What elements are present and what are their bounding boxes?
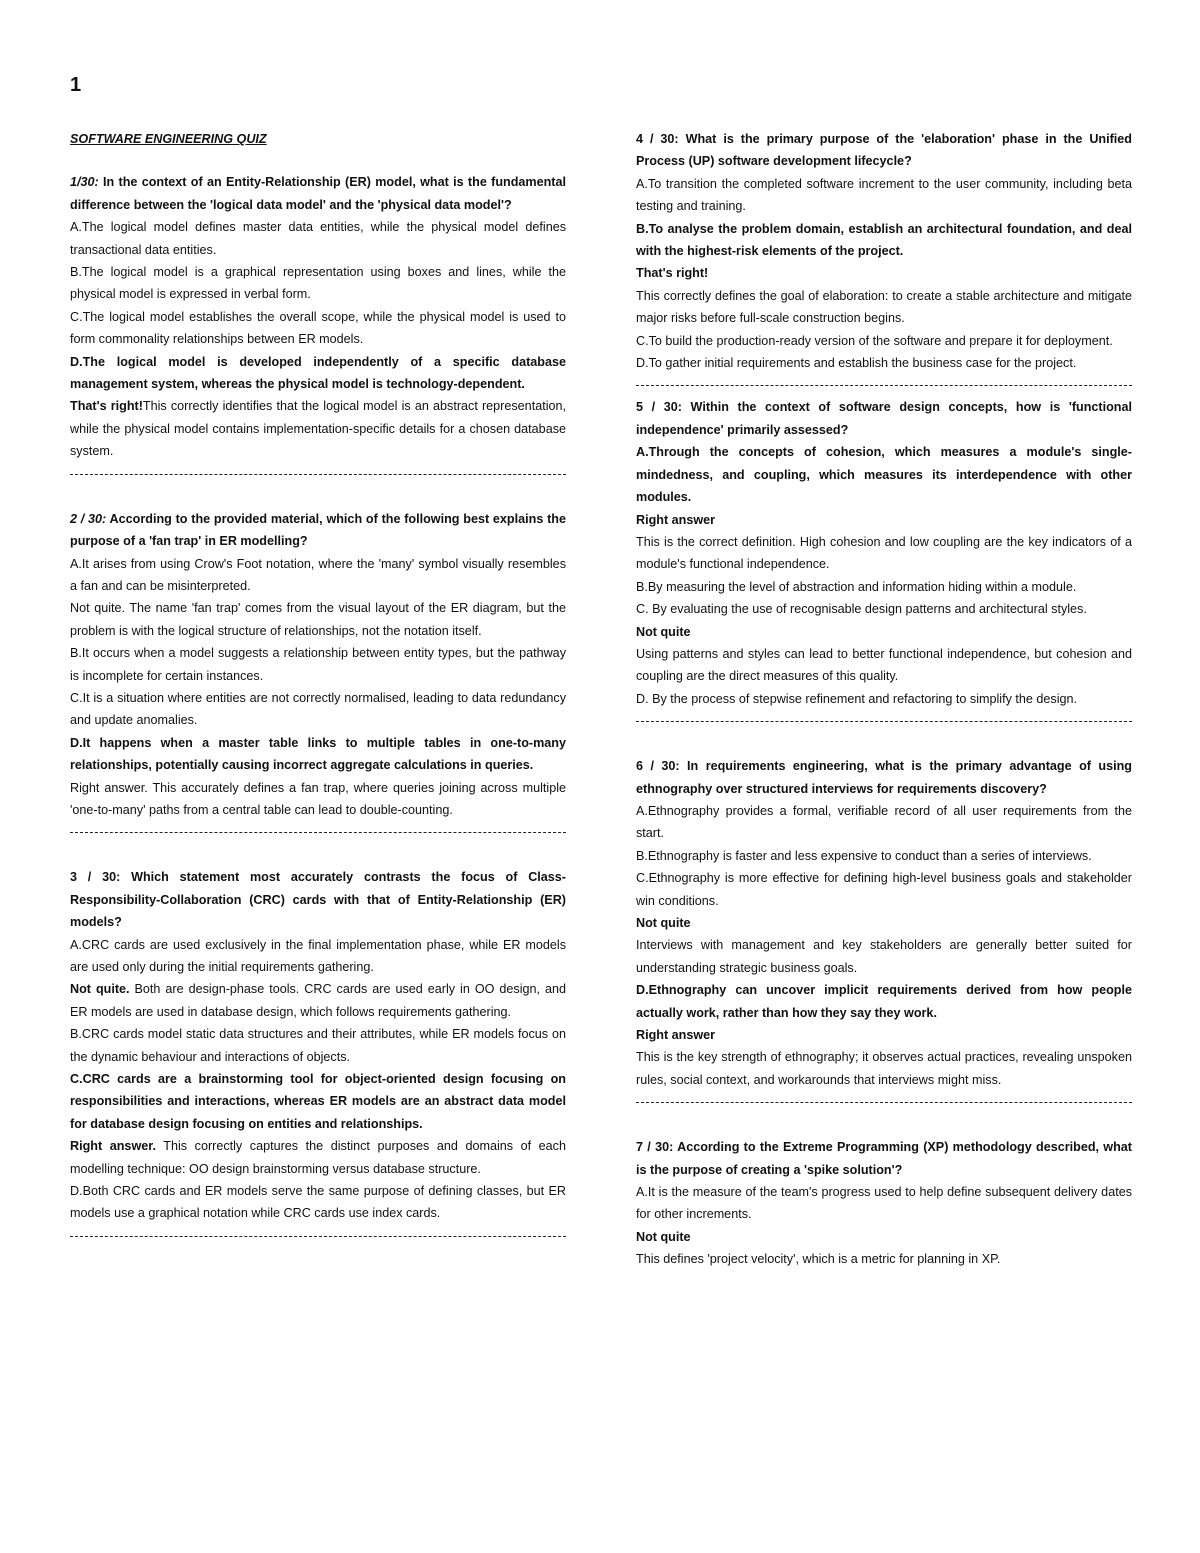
- quiz-question: [70, 171, 566, 474]
- paragraph-text: A.The logical model defines master data entities, while the physical model defines transactional data entities.: [70, 220, 566, 257]
- answer-paragraph: [70, 553, 566, 598]
- paragraph-text: 6 / 30: In requirements engineering, what is the primary advantage of using ethnography over structured interviews for requirements discovery?: [636, 759, 1132, 796]
- answer-paragraph: [636, 1248, 1132, 1270]
- quiz-question: [70, 866, 566, 1237]
- paragraph-text: That's right!: [636, 266, 709, 281]
- quiz-question: [636, 128, 1132, 386]
- answer-paragraph: [636, 1226, 1132, 1248]
- answer-paragraph: [70, 934, 566, 979]
- answer-paragraph: [636, 509, 1132, 531]
- question-text: [70, 866, 566, 933]
- paragraph-text: According to the provided material, which of the following best explains the purpose of a 'fan trap' in ER modelling?: [70, 511, 566, 549]
- paragraph-text: D.To gather initial requirements and establish the business case for the project.: [636, 356, 1077, 371]
- answer-paragraph: [70, 1068, 566, 1135]
- paragraph-text: A.To transition the completed software increment to the user community, including beta testing and training.: [636, 176, 1132, 214]
- paragraph-text: 7 / 30: According to the Extreme Programming (XP) methodology described, what is the purpose of creating a 'spike solution'?: [636, 1140, 1132, 1177]
- paragraph-text: This correctly identifies that the logical model is an abstract representation, while the physical model contains implementation-specific details for a chosen database system.: [70, 399, 566, 459]
- paragraph-text: A.It is the measure of the team's progress used to help define subsequent delivery dates for other increments.: [636, 1185, 1132, 1222]
- answer-paragraph: [636, 979, 1132, 1024]
- answer-paragraph: [70, 732, 566, 777]
- answer-paragraph: [70, 642, 566, 687]
- quiz-question: [70, 508, 566, 834]
- answer-paragraph: [636, 441, 1132, 508]
- dashed-divider: [636, 1091, 1132, 1103]
- answer-paragraph: [636, 688, 1132, 710]
- paragraph-text: This correctly captures the distinct purposes and domains of each modelling technique: OO design brainstorming versus database structure.: [70, 1139, 566, 1176]
- answer-paragraph: [636, 576, 1132, 598]
- paragraph-text: B.By measuring the level of abstraction and information hiding within a module.: [636, 579, 1077, 594]
- answer-paragraph: [636, 218, 1132, 263]
- answer-paragraph: [636, 934, 1132, 979]
- paragraph-text: 3 / 30: Which statement most accurately contrasts the focus of Class-Responsibility-Collaboration (CRC) cards with that of Entity-Relationship (ER) models?: [70, 870, 566, 930]
- paragraph-text: Not quite: [636, 624, 691, 639]
- paragraph-text: Interviews with management and key stakeholders are generally better suited for understanding strategic business goals.: [636, 938, 1132, 975]
- paragraph-label: That's right!: [70, 399, 143, 414]
- dashed-divider: [70, 463, 566, 475]
- paragraph-text: Using patterns and styles can lead to better functional independence, but cohesion and coupling are the direct measures of this quality.: [636, 646, 1132, 684]
- answer-paragraph: [636, 1024, 1132, 1046]
- paragraph-text: 4 / 30: What is the primary purpose of the 'elaboration' phase in the Unified Process (UP) software development lifecycle?: [636, 132, 1132, 169]
- paragraph-text: A.Ethnography provides a formal, verifiable record of all user requirements from the start.: [636, 803, 1132, 841]
- answer-paragraph: [636, 352, 1132, 374]
- left-column: [70, 128, 566, 1270]
- answer-paragraph: [636, 531, 1132, 576]
- paragraph-text: Not quite: [636, 1229, 691, 1244]
- paragraph-text: This defines 'project velocity', which is a metric for planning in XP.: [636, 1252, 1001, 1267]
- answer-paragraph: [636, 262, 1132, 284]
- paragraph-text: 5 / 30: Within the context of software design concepts, how is 'functional independence' primarily assessed?: [636, 400, 1132, 437]
- paragraph-text: C.To build the production-ready version of the software and prepare it for deployment.: [636, 333, 1113, 348]
- answer-paragraph: [70, 1023, 566, 1068]
- answer-paragraph: [70, 1135, 566, 1180]
- paragraph-text: D. By the process of stepwise refinement and refactoring to simplify the design.: [636, 691, 1077, 706]
- answer-paragraph: [70, 261, 566, 306]
- answer-paragraph: [636, 598, 1132, 620]
- paragraph-text: D.It happens when a master table links to multiple tables in one-to-many relationships, potentially causing incorrect aggregate calculations in queries.: [70, 735, 566, 773]
- right-column: [636, 128, 1132, 1304]
- paragraph-text: A.Through the concepts of cohesion, which measures a module's single-mindedness, and coupling, which measures its interdependence with other modules.: [636, 445, 1132, 505]
- paragraph-label: Right answer.: [70, 1139, 156, 1154]
- answer-paragraph: [636, 330, 1132, 352]
- answer-paragraph: [636, 1046, 1132, 1091]
- answer-paragraph: [70, 1180, 566, 1225]
- quiz-question: [636, 396, 1132, 722]
- paragraph-text: Right answer: [636, 1028, 716, 1043]
- paragraph-text: A.It arises from using Crow's Foot notation, where the 'many' symbol visually resembles a fan and can be misinterpreted.: [70, 556, 566, 593]
- paragraph-text: Right answer: [636, 512, 716, 527]
- paragraph-text: B.CRC cards model static data structures and their attributes, while ER models focus on the dynamic behaviour and interactions of objects.: [70, 1027, 566, 1064]
- page-number: 1: [70, 74, 82, 96]
- question-text: [70, 508, 566, 553]
- paragraph-text: B.To analyse the problem domain, establish an architectural foundation, and deal with the highest-risk elements of the project.: [636, 221, 1132, 259]
- paragraph-text: Both are design-phase tools. CRC cards are used early in OO design, and ER models are used in database design, which follows requirements gathering.: [70, 982, 567, 1019]
- answer-paragraph: [636, 845, 1132, 867]
- paragraph-text: This is the correct definition. High cohesion and low coupling are the key indicators of a module's functional independence.: [636, 534, 1132, 572]
- answer-paragraph: [636, 285, 1132, 330]
- paragraph-text: This is the key strength of ethnography; it observes actual practices, revealing unspoken rules, social context, and workarounds that interviews might miss.: [636, 1050, 1132, 1087]
- paragraph-text: Right answer. This accurately defines a fan trap, where queries joining across multiple 'one-to-many' paths from a central table can lead to double-counting.: [70, 780, 566, 817]
- paragraph-label: 1/30:: [70, 175, 99, 190]
- quiz-question: [636, 1136, 1132, 1270]
- question-text: [70, 171, 566, 216]
- question-text: [636, 396, 1132, 441]
- answer-paragraph: [636, 643, 1132, 688]
- paragraph-text: D.Ethnography can uncover implicit requirements derived from how people actually work, rather than how they say they work.: [636, 983, 1132, 1020]
- quiz-title: SOFTWARE ENGINEERING QUIZ: [70, 132, 267, 146]
- paragraph-label: Not quite.: [70, 982, 130, 997]
- answer-paragraph: [636, 621, 1132, 643]
- answer-paragraph: [636, 173, 1132, 218]
- answer-paragraph: [636, 800, 1132, 845]
- paragraph-text: This correctly defines the goal of elaboration: to create a stable architecture and mitigate major risks before full-scale construction begins.: [636, 288, 1132, 326]
- dashed-divider: [70, 1225, 566, 1237]
- paragraph-text: C.Ethnography is more effective for defining high-level business goals and stakeholder win conditions.: [636, 871, 1132, 908]
- dashed-divider: [636, 710, 1132, 722]
- answer-paragraph: [636, 1181, 1132, 1226]
- paragraph-text: C. By evaluating the use of recognisable design patterns and architectural styles.: [636, 602, 1087, 617]
- question-text: [636, 128, 1132, 173]
- question-text: [636, 755, 1132, 800]
- answer-paragraph: [70, 395, 566, 462]
- paragraph-text: A.CRC cards are used exclusively in the final implementation phase, while ER models are used only during the initial requirements gathering.: [70, 937, 566, 974]
- paragraph-text: C.CRC cards are a brainstorming tool for object-oriented design focusing on responsibilities and interactions, whereas ER models are an abstract data model for database design focusing on entities and relationships.: [70, 1072, 566, 1131]
- answer-paragraph: [636, 867, 1132, 912]
- answer-paragraph: [70, 306, 566, 351]
- dashed-divider: [70, 821, 566, 833]
- question-text: [636, 1136, 1132, 1181]
- paragraph-text: In the context of an Entity-Relationship (ER) model, what is the fundamental difference between the 'logical data model' and the 'physical data model'?: [70, 175, 566, 212]
- paragraph-text: B.It occurs when a model suggests a relationship between entity types, but the pathway is incomplete for certain instances.: [70, 646, 566, 683]
- paragraph-text: Not quite: [636, 916, 691, 930]
- answer-paragraph: [636, 912, 1132, 934]
- answer-paragraph: [70, 597, 566, 642]
- answer-paragraph: [70, 216, 566, 261]
- answer-paragraph: [70, 351, 566, 396]
- paragraph-text: Not quite. The name 'fan trap' comes from the visual layout of the ER diagram, but the problem is with the logical structure of relationships, not the notation itself.: [70, 601, 566, 638]
- paragraph-text: D.Both CRC cards and ER models serve the same purpose of defining classes, but ER models use a graphical notation while CRC cards use index cards.: [70, 1184, 566, 1221]
- paragraph-text: B.Ethnography is faster and less expensive to conduct than a series of interviews.: [636, 848, 1092, 863]
- paragraph-text: C.The logical model establishes the overall scope, while the physical model is used to form commonality relationships between ER models.: [70, 309, 566, 347]
- paragraph-text: B.The logical model is a graphical representation using boxes and lines, while the physical model is expressed in verbal form.: [70, 265, 566, 302]
- answer-paragraph: [70, 687, 566, 732]
- dashed-divider: [636, 374, 1132, 386]
- paragraph-text: C.It is a situation where entities are not correctly normalised, leading to data redundancy and update anomalies.: [70, 690, 566, 728]
- quiz-question: [636, 755, 1132, 1103]
- paragraph-label: 2 / 30:: [70, 511, 107, 526]
- answer-paragraph: [70, 777, 566, 822]
- paragraph-text: D.The logical model is developed independently of a specific database management system, whereas the physical model is technology-dependent.: [70, 354, 566, 392]
- answer-paragraph: [70, 978, 566, 1023]
